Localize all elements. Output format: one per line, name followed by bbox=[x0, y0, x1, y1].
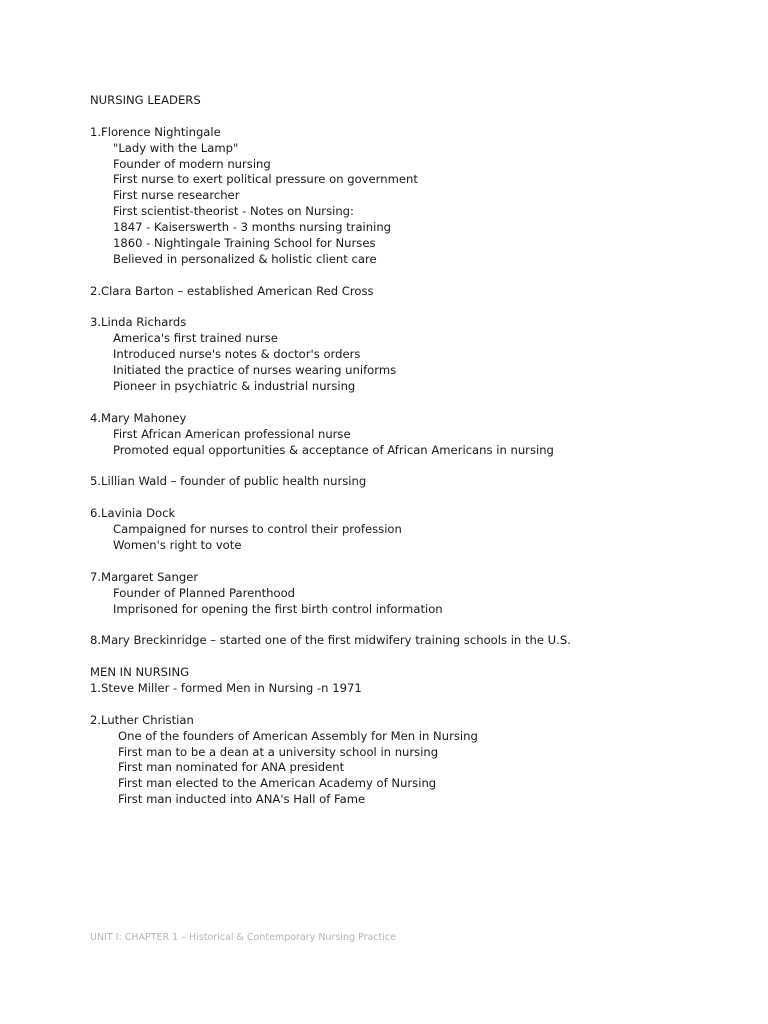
spacer bbox=[90, 554, 730, 570]
men-detail: First man elected to the American Academy of Nursing bbox=[118, 776, 437, 791]
men-title-miller: 1.Steve Miller - formed Men in Nursing -n 1971 bbox=[90, 680, 362, 695]
leader-detail: First scientist-theorist - Notes on Nursing: bbox=[113, 204, 354, 219]
leader-title-sanger: 7.Margaret Sanger bbox=[90, 569, 199, 584]
leader-detail: Pioneer in psychiatric & industrial nursing bbox=[113, 379, 356, 394]
men-detail: First man inducted into ANA's Hall of Fame bbox=[118, 792, 366, 807]
leader-title-richards: 3.Linda Richards bbox=[90, 315, 187, 330]
men-detail: First man to be a dean at a university school in nursing bbox=[118, 744, 439, 759]
spacer bbox=[90, 649, 730, 665]
leader-detail: Founder of Planned Parenthood bbox=[113, 585, 296, 600]
spacer bbox=[90, 109, 730, 125]
leader-detail: First nurse to exert political pressure on government bbox=[113, 172, 418, 187]
men-title-christian: 2.Luther Christian bbox=[90, 712, 194, 727]
leader-detail: Campaigned for nurses to control their profession bbox=[113, 522, 402, 537]
section-heading-men-in-nursing: MEN IN NURSING bbox=[90, 665, 190, 680]
spacer bbox=[90, 268, 730, 284]
section-heading-nursing-leaders: NURSING LEADERS bbox=[90, 93, 201, 107]
leader-detail: Initiated the practice of nurses wearing uniforms bbox=[113, 363, 397, 378]
leader-title-barton: 2.Clara Barton – established American Red Cross bbox=[90, 283, 374, 298]
leader-title-dock: 6.Lavinia Dock bbox=[90, 506, 176, 521]
men-detail: First man nominated for ANA president bbox=[118, 760, 345, 775]
spacer bbox=[90, 697, 730, 713]
leader-title-mahoney: 4.Mary Mahoney bbox=[90, 410, 187, 425]
leader-detail: Founder of modern nursing bbox=[113, 156, 271, 171]
leader-detail: 1847 - Kaiserswerth - 3 months nursing training bbox=[113, 220, 392, 235]
leader-detail: First African American professional nurse bbox=[113, 426, 351, 441]
leader-detail: 1860 - Nightingale Training School for Nurses bbox=[113, 236, 376, 251]
spacer bbox=[90, 300, 730, 316]
spacer bbox=[90, 617, 730, 633]
leader-detail: "Lady with the Lamp" bbox=[113, 140, 239, 155]
spacer bbox=[90, 458, 730, 474]
leader-detail: Imprisoned for opening the first birth control information bbox=[113, 601, 443, 616]
leader-detail: Believed in personalized & holistic client care bbox=[113, 251, 377, 266]
leader-detail: First nurse researcher bbox=[113, 188, 240, 203]
men-detail: One of the founders of American Assembly for Men in Nursing bbox=[118, 728, 478, 743]
page-footer: UNIT I: CHAPTER 1 – Historical & Contemporary Nursing Practice bbox=[90, 932, 396, 943]
leader-title-wald: 5.Lillian Wald – founder of public health nursing bbox=[90, 474, 367, 489]
leader-title-breckinridge: 8.Mary Breckinridge – started one of the first midwifery training schools in the U.S. bbox=[90, 633, 571, 648]
leader-detail: America's first trained nurse bbox=[113, 331, 278, 346]
document-body bbox=[90, 93, 730, 808]
leader-detail: Promoted equal opportunities & acceptance of African Americans in nursing bbox=[113, 442, 554, 457]
leader-detail: Introduced nurse's notes & doctor's orders bbox=[113, 347, 361, 362]
leader-detail: Women's right to vote bbox=[113, 537, 242, 552]
spacer bbox=[90, 395, 730, 411]
spacer bbox=[90, 490, 730, 506]
leader-title-nightingale: 1.Florence Nightingale bbox=[90, 124, 221, 139]
